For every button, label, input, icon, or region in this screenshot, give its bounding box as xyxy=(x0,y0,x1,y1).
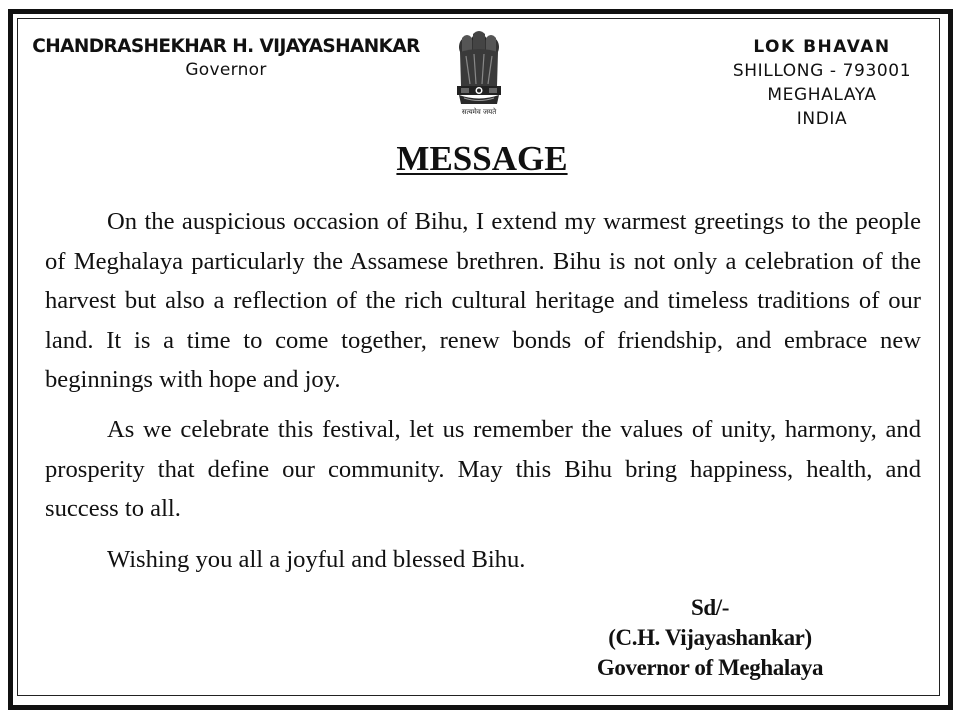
signature-name: (C.H. Vijayashankar) xyxy=(608,625,812,650)
national-emblem-icon xyxy=(448,28,510,124)
emblem-motto: सत्यमेव जयते xyxy=(461,108,497,116)
message-paragraph-1 xyxy=(45,202,921,400)
signature-title: Governor of Meghalaya xyxy=(596,655,824,680)
signature-block xyxy=(560,593,860,683)
sender-name: CHANDRASHEKHAR H. VIJAYASHANKAR xyxy=(32,36,420,57)
address-line-2: SHILLONG - 793001 xyxy=(732,61,912,81)
paragraph-text: On the auspicious occasion of Bihu, I extend my warmest greetings to the people of Meghalaya particularly the Assamese brethren. Bihu is not only a celebration of the harvest but also a reflection of the rich cultural heritage and timeless traditions of our land. It is a time to come together, renew bonds of friendship, and embrace new beginnings with hope and joy. xyxy=(45,208,921,393)
message-paragraph-3 xyxy=(45,540,921,580)
address-line-1: LOK BHAVAN xyxy=(753,37,891,57)
sender-designation: Governor xyxy=(185,60,267,80)
sender-block xyxy=(30,36,422,80)
message-paragraph-2 xyxy=(45,410,921,529)
paragraph-text: As we celebrate this festival, let us remember the values of unity, harmony, and prosperity that define our community. May this Bihu bring happiness, health, and success to all. xyxy=(45,416,921,522)
address-block xyxy=(722,35,922,131)
address-line-4: INDIA xyxy=(796,109,848,129)
signature-sd: Sd/- xyxy=(690,595,730,620)
message-heading: MESSAGE xyxy=(396,139,568,178)
paragraph-text: Wishing you all a joyful and blessed Bihu. xyxy=(107,546,526,573)
address-line-3: MEGHALAYA xyxy=(767,85,877,105)
page-title xyxy=(0,139,964,179)
